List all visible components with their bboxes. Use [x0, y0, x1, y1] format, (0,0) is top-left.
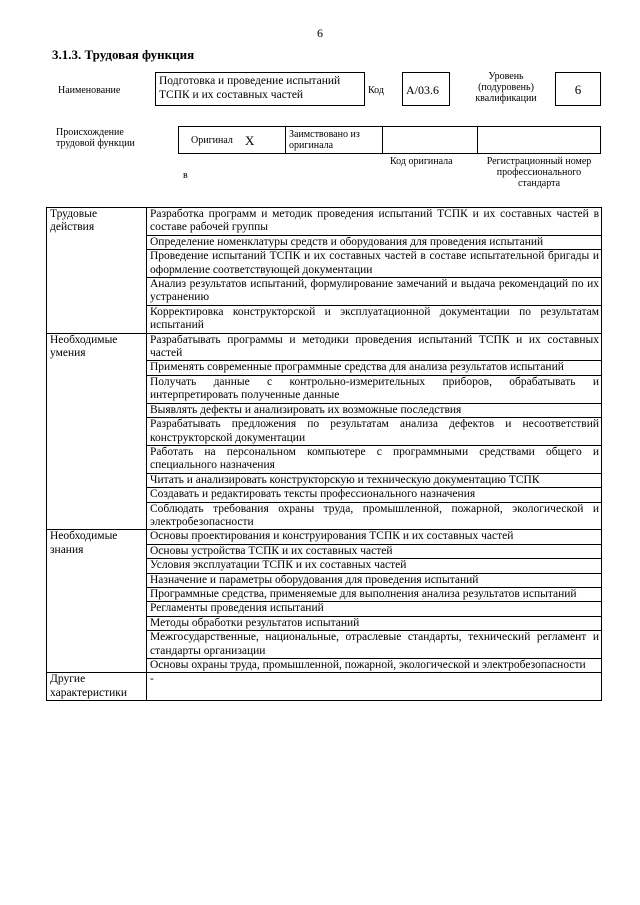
- page-number: 6: [317, 26, 323, 40]
- reg-number-cell: [478, 127, 602, 153]
- item-cell: Работать на персональном компьютере с программными средствами общего и специального назначения: [147, 445, 602, 473]
- item-cell: Применять современные программные средства для анализа результатов испытаний: [147, 361, 602, 375]
- table-row: [47, 208, 602, 236]
- category-cell: Трудовые действия: [47, 208, 147, 334]
- item-cell: Методы обработки результатов испытаний: [147, 616, 602, 630]
- code-original-cell: [383, 127, 478, 153]
- origin-label: Происхождение трудовой функции: [56, 127, 135, 149]
- category-cell: Необходимые знания: [47, 530, 147, 673]
- item-cell: Основы проектирования и конструирования ТСПК и их составных частей: [147, 530, 602, 544]
- name-label: Наименование: [58, 85, 121, 96]
- item-cell: Выявлять дефекты и анализировать их возможные последствия: [147, 403, 602, 417]
- item-cell: Получать данные с контрольно-измерительных приборов, обрабатывать и интерпретировать полученные данные: [147, 375, 602, 403]
- original-cell: [179, 127, 286, 153]
- original-label: Оригинал: [191, 135, 233, 146]
- item-cell: Программные средства, применяемые для выполнения анализа результатов испытаний: [147, 587, 602, 601]
- borrowed-label: Заимствовано из оригинала: [289, 129, 360, 151]
- section-title: 3.1.3. Трудовая функция: [52, 47, 195, 62]
- item-cell: Корректировка конструкторской и эксплуатационной документации по результатам испытаний: [147, 305, 602, 333]
- competency-table: [46, 207, 602, 701]
- level-value: 6: [555, 72, 601, 106]
- item-cell: Межгосударственные, национальные, отраслевые стандарты, технический регламент и стандарты организации: [147, 631, 602, 659]
- item-cell: Читать и анализировать конструкторскую и техническую документацию ТСПК: [147, 473, 602, 487]
- original-mark: X: [245, 133, 255, 148]
- item-cell: Основы охраны труда, промышленной, пожарной, экологической и электробезопасности: [147, 659, 602, 673]
- stray-letter: в: [183, 170, 188, 181]
- item-cell: Основы устройства ТСПК и их составных частей: [147, 544, 602, 558]
- item-cell: Условия эксплуатации ТСПК и их составных частей: [147, 559, 602, 573]
- reg-number-label: Регистрационный номер профессионального стандарта: [486, 156, 592, 189]
- table-row: [47, 530, 602, 544]
- code-label: Код: [368, 85, 384, 96]
- category-cell: Необходимые умения: [47, 333, 147, 530]
- item-cell: Назначение и параметры оборудования для проведения испытаний: [147, 573, 602, 587]
- item-cell: Создавать и редактировать тексты профессионального назначения: [147, 488, 602, 502]
- category-cell: Другие характеристики: [47, 673, 147, 701]
- borrowed-cell: [286, 127, 383, 153]
- table-row: [47, 673, 602, 701]
- item-cell: Проведение испытаний ТСПК и их составных частей в составе испытательной бригады и оформление соответствующей документации: [147, 250, 602, 278]
- item-cell: -: [147, 673, 602, 701]
- item-cell: Разрабатывать предложения по результатам анализа дефектов и несоответствий конструкторской документации: [147, 418, 602, 446]
- origin-row: [178, 126, 601, 154]
- item-cell: Разрабатывать программы и методики проведения испытаний ТСПК и их составных частей: [147, 333, 602, 361]
- item-cell: Регламенты проведения испытаний: [147, 602, 602, 616]
- function-name: Подготовка и проведение испытаний ТСПК и их составных частей: [155, 72, 365, 106]
- code-original-label: Код оригинала: [390, 156, 453, 167]
- item-cell: Анализ результатов испытаний, формулирование замечаний и выдача рекомендаций по их устранению: [147, 278, 602, 306]
- code-value: A/03.6: [402, 72, 450, 106]
- table-row: [47, 333, 602, 361]
- item-cell: Соблюдать требования охраны труда, промышленной, пожарной, экологической и электробезопасности: [147, 502, 602, 530]
- level-label: Уровень (подуровень) квалификации: [475, 71, 537, 104]
- item-cell: Определение номенклатуры средств и оборудования для проведения испытаний: [147, 235, 602, 249]
- item-cell: Разработка программ и методик проведения испытаний ТСПК и их составных частей в составе рабочей группы: [147, 208, 602, 236]
